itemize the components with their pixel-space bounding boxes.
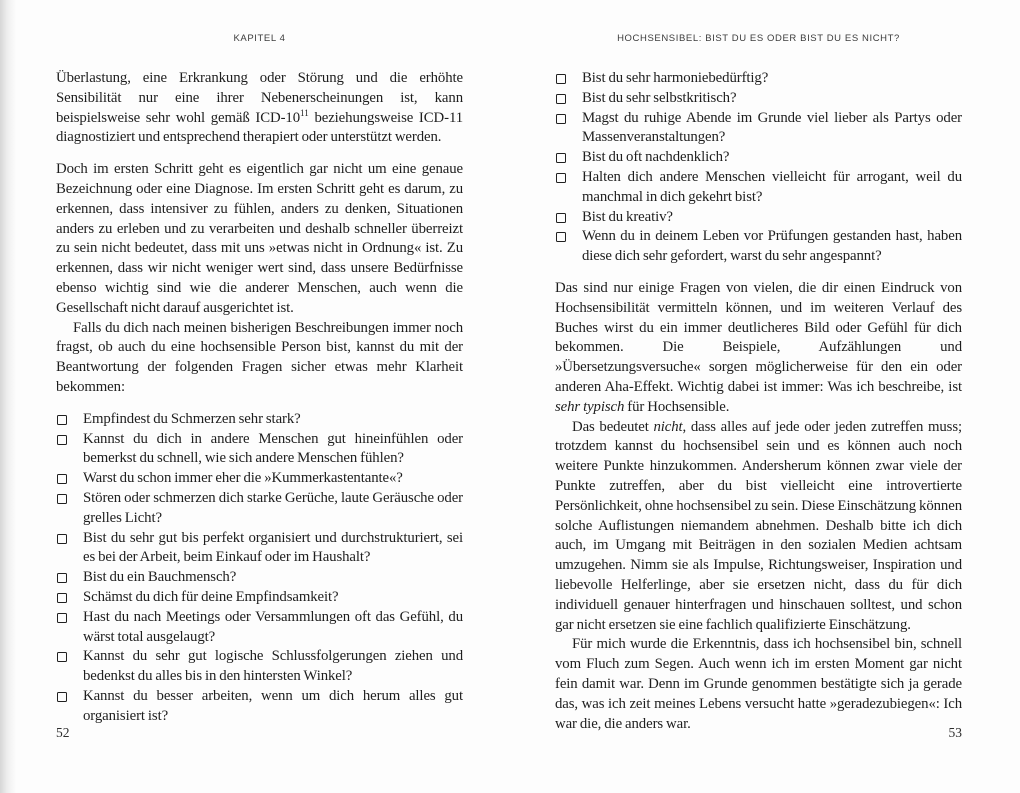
paragraph xyxy=(56,69,463,148)
emphasized-text: nicht xyxy=(653,418,683,435)
checklist-item xyxy=(555,168,962,208)
checklist-item xyxy=(555,109,962,149)
checklist-item-text: Bist du ein Bauchmensch? xyxy=(83,569,237,586)
checklist-item xyxy=(56,588,463,608)
body-text: Das sind nur einige Fragen von vielen, die dir einen Eindruck von Hochsensibilität vermitteln können, und im weiteren Verlauf des Buches wirst du ein immer deutlicheres Bild oder Gefühl für dich bekommen. Die Beispiele, Aufzählungen und »Übersetzungsversuche« sorgen möglicherweise für den ein oder anderen Aha-Effekt. Wichtig dabei ist immer: Was ich beschreibe, ist xyxy=(555,279,962,395)
checklist-item-text: Kannst du dich in andere Menschen gut hineinfühlen oder bemerkst du schnell, wie sich andere Menschen fühlen? xyxy=(83,430,463,467)
body-text: , dass alles auf jede oder jeden zutreffen muss; trotzdem kannst du hochsensibel sein und es können auch noch weitere Punkte hinzukommen. Andersherum können zwar viele der Punkte zutreffen, aber du bist vielleicht eine introvertierte Persönlichkeit, ohne hochsensibel zu sein. Diese Einschätzung können solche Auflistungen niemandem abnehmen. Deshalb bitte ich dich auch, im Umgang mit Beiträgen in den sozialen Medien achtsam umzugehen. Nimm sie als Impulse, Richtungsweiser, Inspiration und liebevolle Helferlinge, aber sie ersetzen nicht, dass du für dich individuell genauer hinterfragen und hinschauen solltest, und schon gar nicht ersetzen sie eine fachlich qualifizierte Einschätzung. xyxy=(555,418,963,633)
page-left-content xyxy=(56,69,463,727)
checkbox-icon xyxy=(556,173,566,183)
checklist-item-text: Hast du nach Meetings oder Versammlungen oft das Gefühl, du wärst total ausgelaugt? xyxy=(83,608,463,645)
checklist-item-text: Magst du ruhige Abende im Grunde viel lieber als Partys oder Massenveranstaltungen? xyxy=(582,109,962,146)
question-checklist xyxy=(555,69,962,267)
running-head-right: HOCHSENSIBEL: BIST DU ES ODER BIST DU ES NICHT? xyxy=(617,33,900,44)
paragraph xyxy=(555,635,962,734)
checklist-item xyxy=(56,687,463,727)
paragraph xyxy=(555,279,962,418)
body-text: Doch im ersten Schritt geht es eigentlich gar nicht um eine genaue Bezeichnung oder eine Diagnose. Im ersten Schritt geht es darum, zu erkennen, dass intensiver zu fühlen, anders zu denken, Situationen anders zu erleben und zu verarbeiten und deshalb schneller überreizt zu sein nicht bedeutet, dass mit uns »etwas nicht in Ordnung« ist. Zu erkennen, dass wir nicht weniger wert sind, dass unsere Bedürfnisse ebenso wichtig sind wie die anderer Menschen, auch wenn die Gesellschaft nicht darauf ausgerichtet ist. xyxy=(56,161,463,316)
checklist-item xyxy=(56,608,463,648)
checklist-item-text: Halten dich andere Menschen vielleicht für arrogant, weil du manchmal in dich gekehrt bist? xyxy=(582,168,962,205)
checklist-item xyxy=(555,208,962,228)
checkbox-icon xyxy=(57,474,67,484)
checklist-item xyxy=(555,227,962,267)
checkbox-icon xyxy=(556,153,566,163)
paragraph xyxy=(555,418,962,636)
checklist-item-text: Bist du sehr harmoniebedürftig? xyxy=(582,70,769,86)
checkbox-icon xyxy=(57,593,67,603)
checklist-item xyxy=(555,69,962,89)
checklist-item xyxy=(56,568,463,588)
page-number-left: 52 xyxy=(56,725,70,740)
checkbox-icon xyxy=(57,652,67,662)
emphasized-text: sehr typisch xyxy=(555,398,625,415)
checkbox-icon xyxy=(556,213,566,223)
checklist-item-text: Bist du oft nachdenklich? xyxy=(582,149,730,166)
checkbox-icon xyxy=(57,435,67,445)
checklist-item-text: Warst du schon immer eher die »Kummerkastentante«? xyxy=(83,470,403,487)
question-checklist xyxy=(56,410,463,727)
checkbox-icon xyxy=(556,114,566,124)
body-text: Für mich wurde die Erkenntnis, dass ich hochsensibel bin, schnell vom Fluch zum Segen. Auch wenn ich im ersten Moment gar nicht fein damit war. Denn im Grunde genommen bestätigte sich ja gerade das, was ich zeit meines Lebens versucht hatte »geradezubiegen«: Ich war die, die anders war. xyxy=(555,636,962,732)
checkbox-icon xyxy=(57,534,67,544)
checklist-item xyxy=(56,647,463,687)
checkbox-icon xyxy=(556,94,566,104)
paragraph xyxy=(56,319,463,398)
body-text: Falls du dich nach meinen bisherigen Beschreibungen immer noch fragst, ob auch du eine hochsensible Person bist, kannst du mit der Beantwortung der folgenden Fragen sicher etwas mehr Klarheit bekommen: xyxy=(56,319,463,395)
running-head-left: KAPITEL 4 xyxy=(233,33,286,44)
checklist-item xyxy=(56,529,463,569)
checklist-item-text: Kannst du besser arbeiten, wenn um dich herum alles gut organisiert ist? xyxy=(83,687,463,724)
checklist-item-text: Bist du sehr gut bis perfekt organisiert und durchstrukturiert, sei es bei der Arbeit, beim Einkauf oder im Haushalt? xyxy=(83,529,463,566)
body-text: für Hochsensible. xyxy=(624,398,730,415)
checklist-item xyxy=(56,430,463,470)
checklist-item xyxy=(56,410,463,430)
checklist-item-text: Stören oder schmerzen dich starke Gerüche, laute Geräusche oder grelles Licht? xyxy=(83,489,463,526)
checkbox-icon xyxy=(57,573,67,583)
body-text: Überlastung, eine Erkrankung oder Störung und die erhöhte Sensibilität nur eine ihrer Nebenerscheinungen ist, kann beispielsweise sehr wohl gemäß ICD-10 xyxy=(56,70,463,126)
footnote-reference: 11 xyxy=(300,107,309,118)
body-text: Das bedeutet xyxy=(572,418,654,435)
paragraph xyxy=(56,160,463,318)
checkbox-icon xyxy=(57,613,67,623)
page-number-right: 53 xyxy=(948,725,962,740)
checklist-item-text: Schämst du dich für deine Empfindsamkeit? xyxy=(83,588,339,605)
checklist-item-text: Wenn du in deinem Leben vor Prüfungen gestanden hast, haben diese dich sehr gefordert, warst du sehr angespannt? xyxy=(582,228,962,265)
page-scan-edge-shadow xyxy=(0,0,16,793)
checklist-item-text: Bist du sehr selbstkritisch? xyxy=(582,89,737,106)
checklist-item xyxy=(555,89,962,109)
body-text: beziehungsweise ICD-11 diagnostiziert und entsprechend therapiert oder unterstützt werden. xyxy=(56,109,463,146)
checkbox-icon xyxy=(57,494,67,504)
page-right-content xyxy=(555,69,962,734)
checklist-item xyxy=(56,489,463,529)
checkbox-icon xyxy=(556,74,566,84)
checkbox-icon xyxy=(57,415,67,425)
checkbox-icon xyxy=(57,692,67,702)
checklist-item xyxy=(555,148,962,168)
checklist-item xyxy=(56,469,463,489)
checklist-item-text: Bist du kreativ? xyxy=(582,208,673,225)
checkbox-icon xyxy=(556,232,566,242)
page-right xyxy=(510,0,1020,793)
checklist-item-text: Kannst du sehr gut logische Schlussfolgerungen ziehen und bedenkst du alles bis in den hintersten Winkel? xyxy=(83,648,463,685)
checklist-item-text: Empfindest du Schmerzen sehr stark? xyxy=(83,410,301,427)
